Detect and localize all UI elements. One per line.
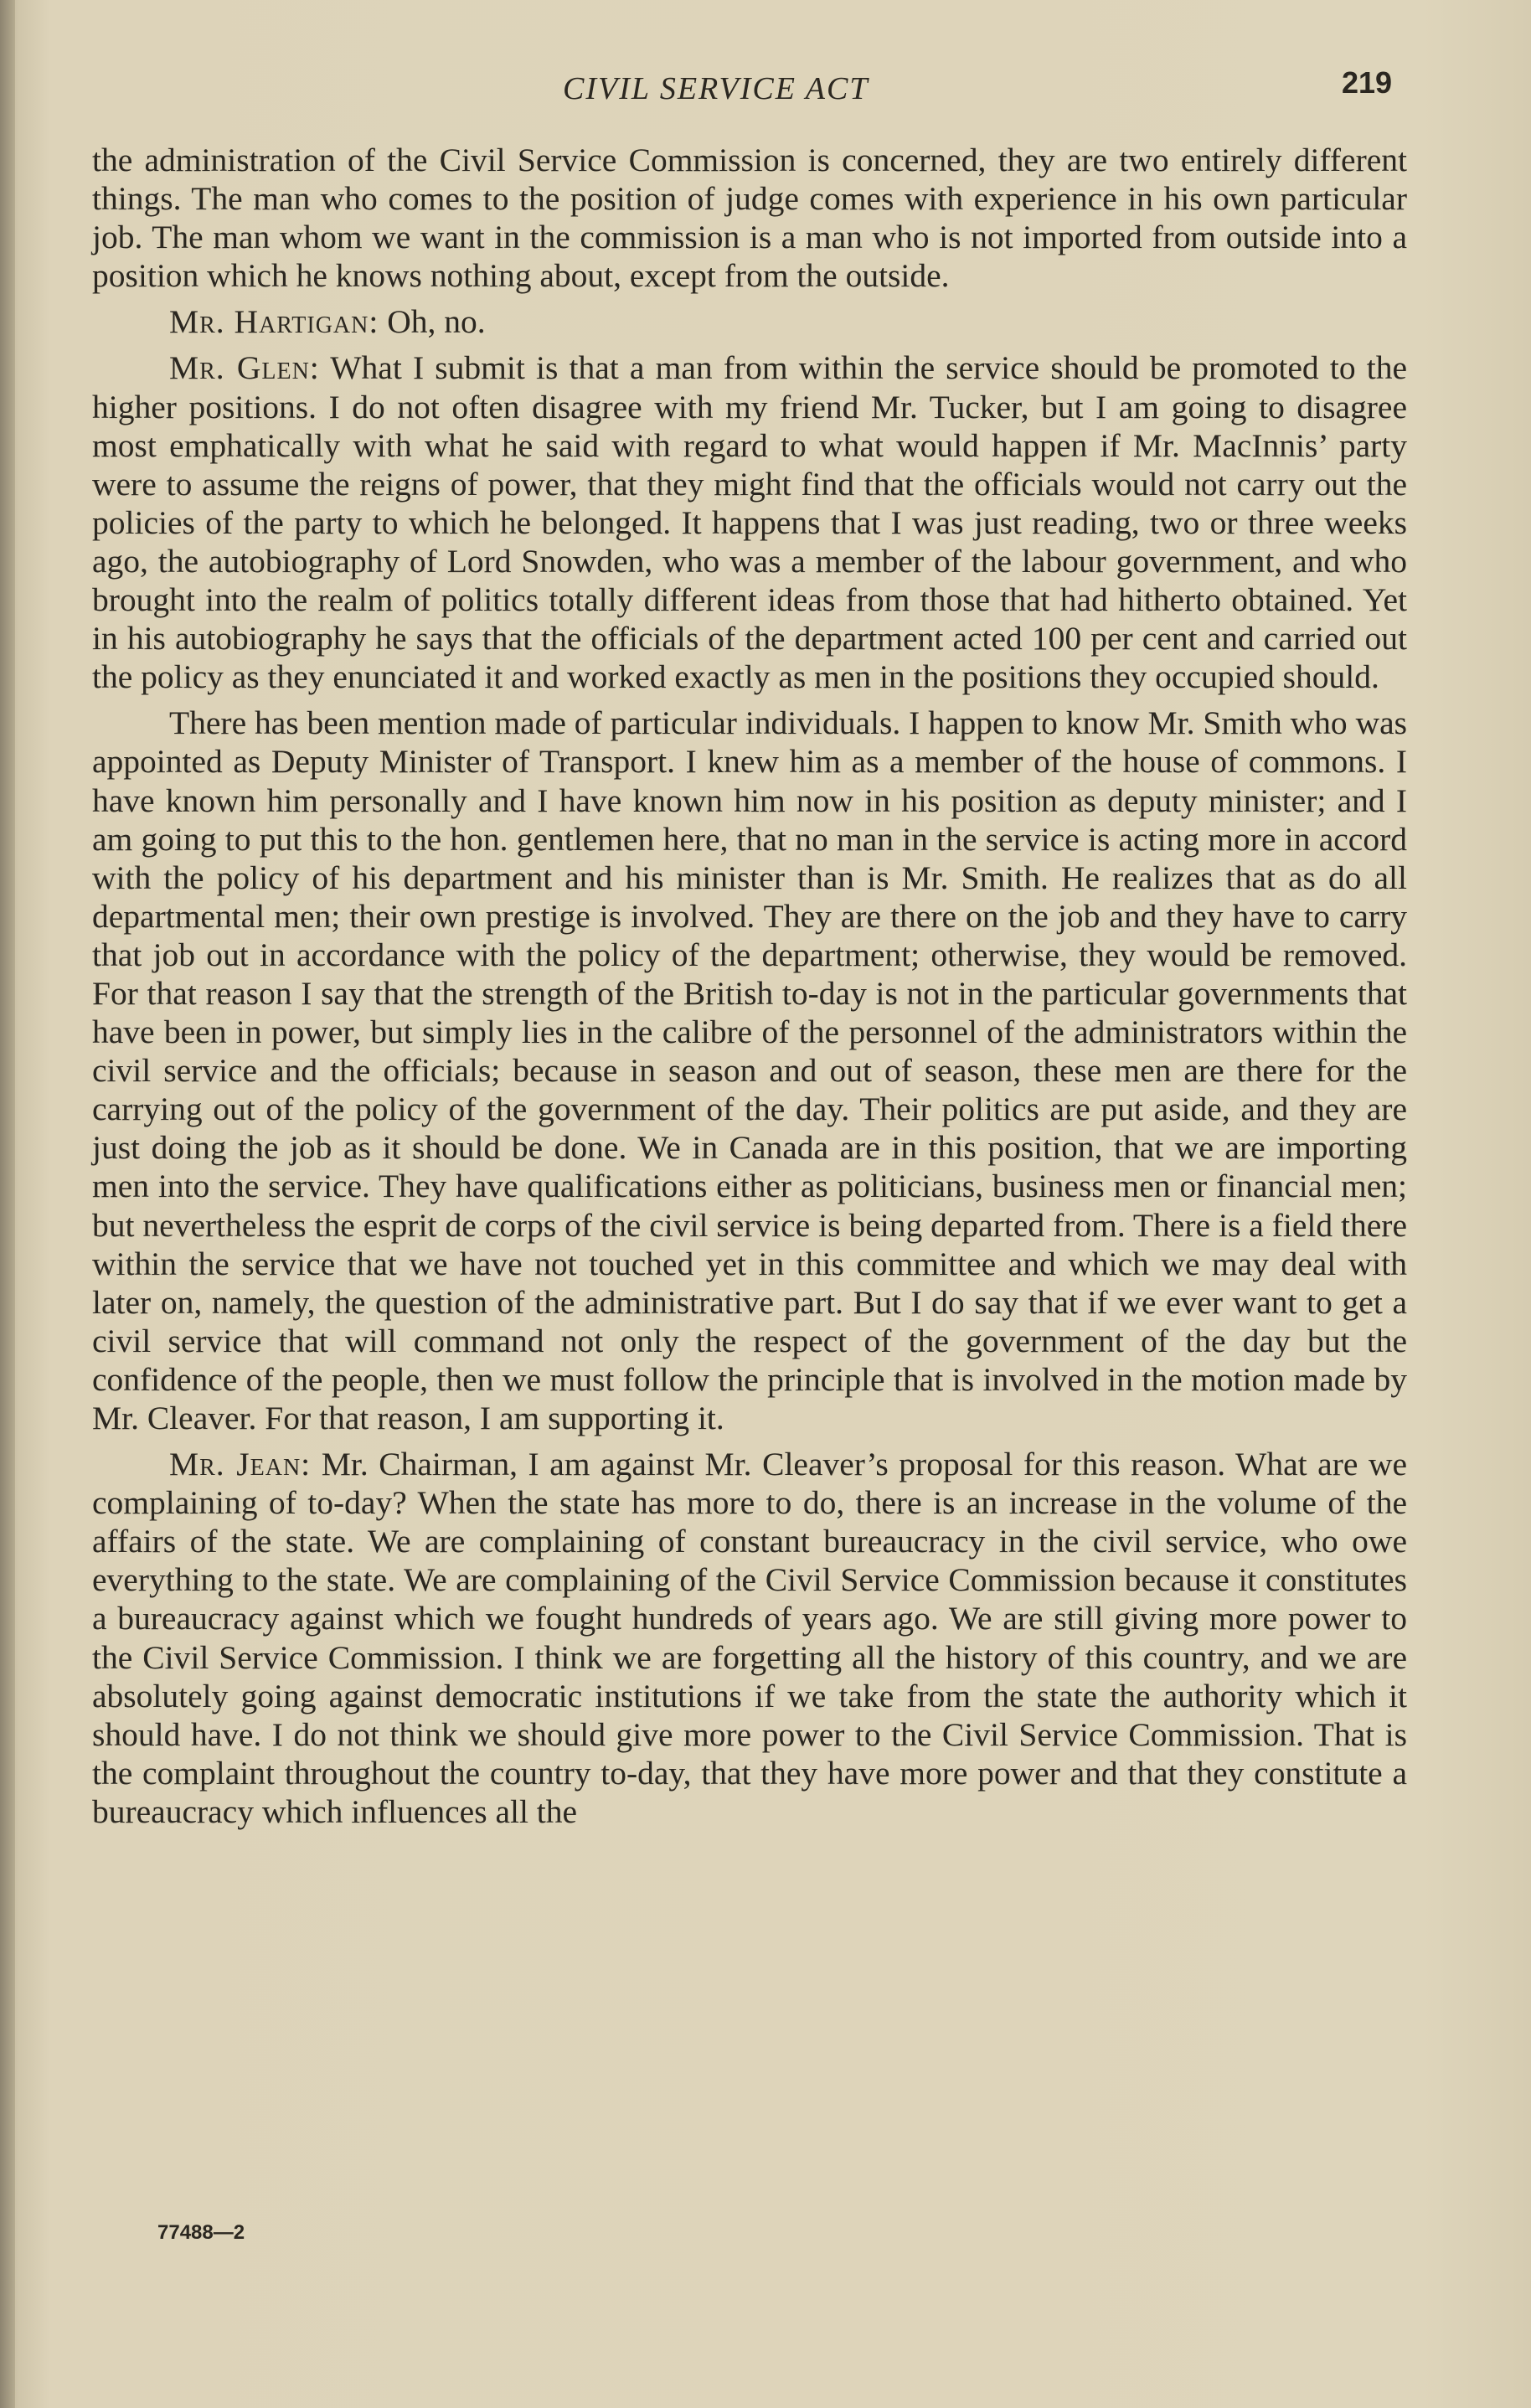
paragraph [92, 302, 1407, 341]
page-number: 219 [1342, 65, 1393, 100]
speaker-name: Mr. Glen: [169, 349, 320, 387]
paragraph-text: There has been mention made of particular individuals. I happen to know Mr. Smith who was appointed as Deputy Minister of Transport. I knew him as a member of the house of commons. I have known him personally and I have known him now in his position as deputy minister; and I am going to put this to the hon. gentlemen here, that no man in the service is acting more in accord with the policy of his department and his minister than is Mr. Smith. He realizes that as do all departmental men; their own prestige is involved. They are there on the job and they have to carry that job out in accordance with the policy of the department; otherwise, they would be removed. For that reason I say that the strength of the British to-day is not in the particular governments that have been in power, but simply lies in the calibre of the personnel of the administrators within the civil service and the officials; because in season and out of season, these men are there for the carrying out of the policy of the government of the day. Their politics are put aside, and they are just doing the job as it should be done. We in Canada are in this position, that we are importing men into the service. They have qualifications either as politicians, business men or financial men; but nevertheless the esprit de corps of the civil service is being departed from. There is a field there within the service that we have not touched yet in this committee and which we may deal with later on, namely, the question of the administrative part. But I do say that if we ever want to get a civil service that will command not only the respect of the government of the day but the confidence of the people, then we must follow the principle that is involved in the motion made by Mr. Cleaver. For that reason, I am supporting it. [92, 704, 1407, 1436]
running-header [0, 65, 1531, 116]
paragraph-text: the administration of the Civil Service Commission is concerned, they are two entirely different things. The man who comes to the position of judge comes with experience in his own particular job. The man whom we want in the commission is a man who is not imported from outside into a position which he knows nothing about, except from the outside. [92, 142, 1407, 295]
book-spine-shadow [0, 0, 15, 2408]
paragraph-text: Mr. Chairman, I am against Mr. Cleaver’s proposal for this reason. What are we complaining of to-day? When the state has more to do, there is an increase in the volume of the affairs of the state. We are complaining of constant bureaucracy in the civil service, who owe everything to the state. We are complaining of the Civil Service Commission because it constitutes a bureaucracy against which we fought hundreds of years ago. We are still giving more power to the Civil Service Commission. I think we are forgetting all the history of this country, and we are absolutely going against democratic institutions if we take from the state the authority which it should have. I do not think we should give more power to the Civil Service Commission. That is the complaint throughout the country to-day, that they have more power and that they constitute a bureaucracy which influences all the [92, 1446, 1408, 1830]
paragraph [92, 1445, 1407, 1831]
paragraph [92, 704, 1407, 1437]
paragraph-text: Oh, no. [387, 303, 486, 341]
paragraph [92, 348, 1407, 696]
speaker-name: Mr. Hartigan: [169, 303, 379, 341]
speaker-name: Mr. Jean: [169, 1446, 312, 1483]
paragraph [92, 141, 1407, 295]
body-text [92, 141, 1407, 1838]
signature-mark: 77488—2 [157, 2221, 245, 2244]
paragraph-text: What I submit is that a man from within the service should be promoted to the higher positions. I do not often disagree with my friend Mr. Tucker, but I am going to disagree most emphatically with what he said with regard to what would happen if Mr. MacInnis’ party were to assume the reigns of power, that they might find that the officials would not carry out the policies of the party to which he belonged. It happens that I was just reading, two or three weeks ago, the autobiography of Lord Snowden, who was a member of the labour government, and who brought into the realm of politics totally different ideas from those that had hitherto obtained. Yet in his autobiography he says that the officials of the department acted 100 per cent and carried out the policy as they enunciated it and worked exactly as men in the positions they occupied should. [92, 349, 1407, 696]
running-title: CIVIL SERVICE ACT [563, 71, 869, 106]
